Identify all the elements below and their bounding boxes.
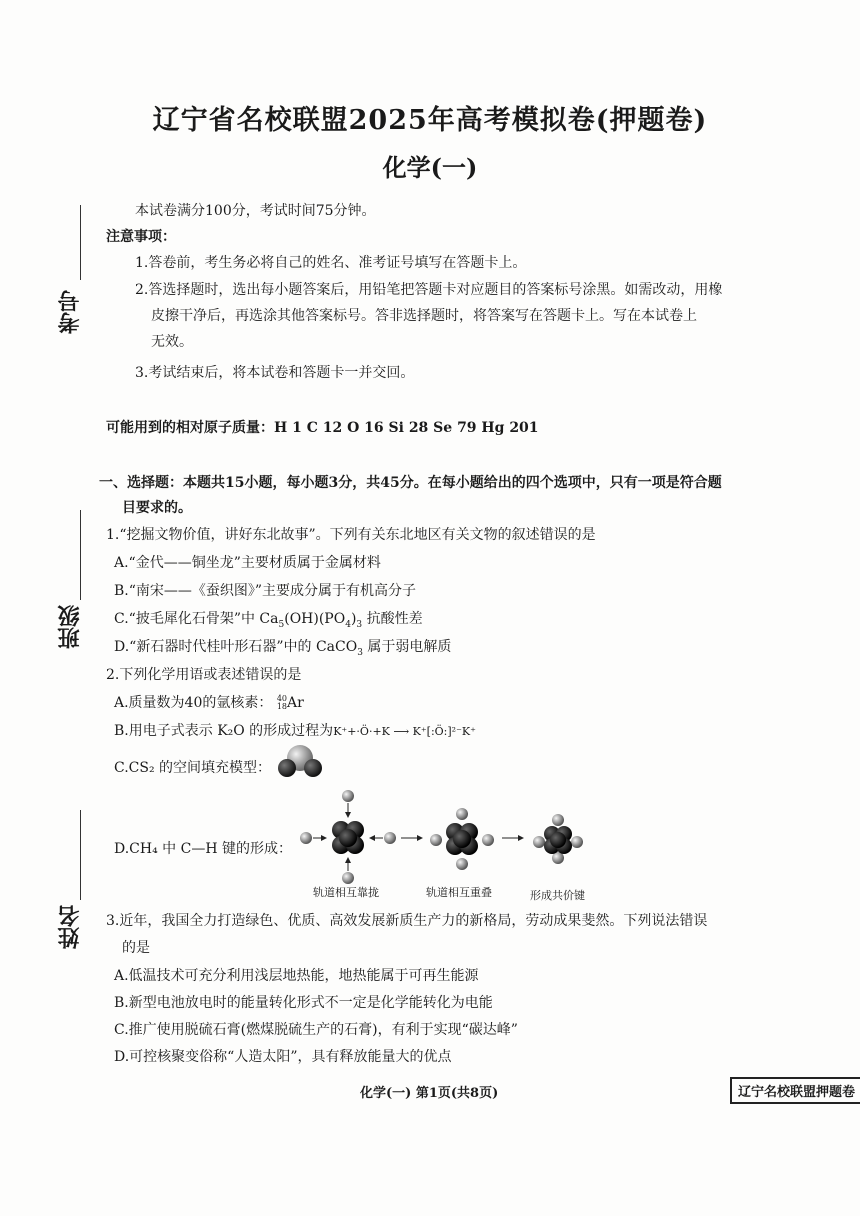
atomic-masses-text: 可能用到的相对原子质量：H 1 C 12 O 16 Si 28 Se 79 Hg 201 bbox=[106, 420, 539, 436]
name-rule bbox=[80, 810, 81, 900]
q3-option-b: B.新型电池放电时的能量转化形式不一定是化学能转化为电能 bbox=[114, 995, 493, 1011]
orbitals-overlap-stage bbox=[430, 808, 494, 870]
q3-stem: 3.近年，我国全力打造绿色、优质、高效发展新质生产力的新格局，劳动成果斐然。下列说法错误 bbox=[106, 913, 708, 929]
q2-option-c bbox=[114, 757, 271, 777]
note-2-end: 无效。 bbox=[151, 334, 193, 350]
q2-b-text: B.用电子式表示 K₂O 的形成过程为 bbox=[114, 723, 334, 739]
exam-number-rule bbox=[80, 205, 81, 280]
q1-stem: 1.“挖掘文物价值，讲好东北故事”。下列有关东北地区有关文物的叙述错误的是 bbox=[106, 527, 596, 543]
cs2-space-filling-model bbox=[276, 744, 326, 780]
q3-option-d: D.可控核聚变俗称“人造太阳”，具有释放能量大的优点 bbox=[114, 1049, 452, 1065]
page-footer: 化学(一) 第1页(共8页) bbox=[360, 1086, 499, 1101]
atomic-masses bbox=[106, 417, 539, 437]
q2-a-atomic-number: 18 bbox=[276, 702, 288, 711]
q1-option-b: B.“南宋——《蚕织图》”主要成分属于有机高分子 bbox=[114, 583, 417, 599]
exam-subtitle: 化学(一) bbox=[382, 153, 478, 182]
q2-a-mass-number: 40 bbox=[276, 694, 288, 703]
q1-c-sub2: 4 bbox=[345, 619, 351, 630]
q1-option-a: A.“金代——铜坐龙”主要材质属于金属材料 bbox=[114, 555, 381, 571]
q2-option-d bbox=[114, 838, 292, 858]
name-label: 姓名 bbox=[57, 905, 83, 949]
caption-overlap: 轨道相互重叠 bbox=[426, 886, 492, 899]
q1-c-mid: (OH)(PO bbox=[284, 611, 346, 627]
caption-approach: 轨道相互靠拢 bbox=[313, 886, 379, 899]
q1-c-sub3: 3 bbox=[356, 619, 363, 630]
note-3: 3.考试结束后，将本试卷和答题卡一并交回。 bbox=[135, 365, 415, 381]
q2-a-symbol: Ar bbox=[287, 695, 304, 711]
notice-heading: 注意事项： bbox=[106, 229, 176, 245]
q2-option-b bbox=[114, 720, 476, 740]
q1-c-pre: C.“披毛犀化石骨架”中 Ca bbox=[114, 611, 279, 627]
q1-d-pre: D.“新石器时代桂叶形石器”中的 CaCO bbox=[114, 639, 358, 655]
q1-d-sub: 3 bbox=[357, 647, 363, 658]
q3-option-a: A.低温技术可充分利用浅层地热能，地热能属于可再生能源 bbox=[114, 968, 479, 984]
q3-option-c: C.推广使用脱硫石膏(燃煤脱硫生产的石膏)，有利于实现“碳达峰” bbox=[114, 1022, 518, 1038]
q1-d-end: 属于弱电解质 bbox=[362, 639, 452, 655]
q2-a-text: A.质量数为40的氩核素： bbox=[114, 695, 273, 711]
orbitals-approach-stage bbox=[300, 790, 396, 884]
brand-box: 辽宁名校联盟押题卷 bbox=[730, 1077, 860, 1104]
q1-c-sub1: 5 bbox=[278, 619, 285, 630]
q3-stem-cont: 的是 bbox=[122, 940, 150, 956]
q2-stem: 2.下列化学用语或表述错误的是 bbox=[106, 667, 302, 683]
exam-number-label: 考号 bbox=[57, 290, 83, 334]
note-1: 1.答卷前，考生务必将自己的姓名、准考证号填写在答题卡上。 bbox=[135, 255, 527, 271]
note-2-cont: 皮擦干净后，再选涂其他答案标号。答非选择题时，将答案写在答题卡上。写在本试卷上 bbox=[151, 308, 697, 324]
q2-option-a bbox=[114, 692, 304, 712]
exam-title: 辽宁省名校联盟2025年高考模拟卷(押题卷) bbox=[152, 105, 708, 136]
ch4-bond-formation-diagram bbox=[296, 786, 606, 886]
class-rule bbox=[80, 510, 81, 600]
class-label: 班级 bbox=[57, 605, 83, 649]
score-time-line: 本试卷满分100分，考试时间75分钟。 bbox=[135, 203, 376, 219]
q2-c-text: C.CS₂ 的空间填充模型： bbox=[114, 760, 272, 776]
covalent-bond-stage bbox=[533, 814, 583, 864]
q2-d-text: D.CH₄ 中 C—H 键的形成： bbox=[114, 841, 292, 857]
caption-bond: 形成共价键 bbox=[530, 889, 585, 902]
q1-option-d bbox=[114, 636, 451, 658]
section-heading-cont: 目要求的。 bbox=[122, 500, 192, 516]
note-2: 2.答选择题时，选出每小题答案后，用铅笔把答题卡对应题目的答案标号涂黑。如需改动，用橡 bbox=[135, 282, 723, 298]
q1-option-c bbox=[114, 608, 423, 630]
q1-c-post: ) bbox=[350, 611, 357, 627]
q2-b-electron-formula: K⁺+·Ö·+K ⟶ K⁺[:Ö:]²⁻K⁺ bbox=[333, 725, 476, 738]
section-heading: 一、选择题：本题共15小题，每小题3分，共45分。在每小题给出的四个选项中，只有一项是符合题 bbox=[99, 475, 722, 491]
q1-c-end: 抗酸性差 bbox=[362, 611, 423, 627]
